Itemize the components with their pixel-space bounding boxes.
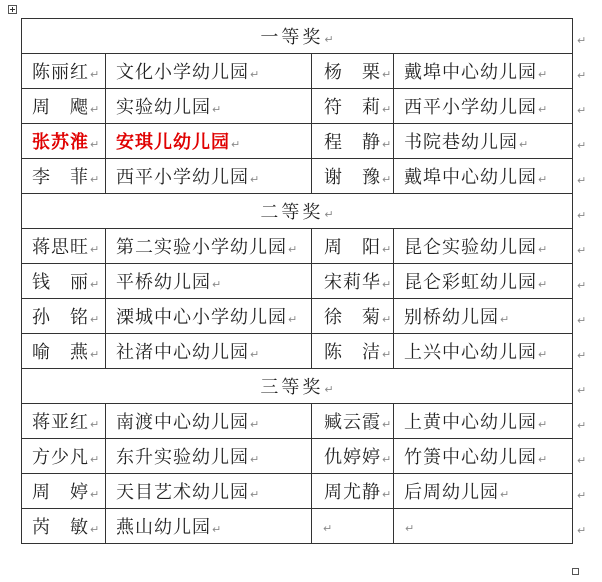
school-name-cell <box>394 299 573 334</box>
paragraph-mark: ↵ <box>90 68 100 81</box>
winner-name-cell <box>312 404 394 439</box>
winner-name-cell <box>22 264 106 299</box>
winner-name-cell <box>22 159 106 194</box>
school-name-cell <box>394 474 573 509</box>
paragraph-mark: ↵ <box>250 68 260 81</box>
table-row <box>22 124 573 159</box>
table-row <box>22 264 573 299</box>
school-name: 实验幼儿园 <box>116 97 211 118</box>
winner-name: 喻 燕 <box>32 342 89 363</box>
winner-name-cell <box>312 89 394 124</box>
winner-name-cell <box>312 334 394 369</box>
paragraph-mark: ↵ <box>90 278 100 291</box>
school-name: 燕山幼儿园 <box>116 517 211 538</box>
section-header-row <box>22 19 573 54</box>
winner-name-cell <box>312 474 394 509</box>
table-move-handle[interactable] <box>8 5 17 14</box>
winner-name-cell <box>22 404 106 439</box>
paragraph-mark: ↵ <box>519 138 529 151</box>
paragraph-mark: ↵ <box>212 103 222 116</box>
table-row <box>22 89 573 124</box>
row-end-mark: ↵ <box>577 139 587 152</box>
winner-name-cell <box>22 439 106 474</box>
school-name: 天目艺术幼儿园 <box>116 482 249 503</box>
winner-name: 陈丽红 <box>32 62 89 83</box>
section-title-text: 二等奖 <box>260 202 324 223</box>
school-name-cell <box>394 264 573 299</box>
winner-name-cell <box>22 299 106 334</box>
school-name: 平桥幼儿园 <box>116 272 211 293</box>
table-row <box>22 54 573 89</box>
school-name-cell <box>106 264 312 299</box>
school-name: 第二实验小学幼儿园 <box>116 237 287 258</box>
section-title <box>22 19 573 54</box>
school-name-cell <box>106 124 312 159</box>
paragraph-mark: ↵ <box>382 348 392 361</box>
paragraph-mark: ↵ <box>90 103 100 116</box>
paragraph-mark: ↵ <box>90 243 100 256</box>
section-title-text: 一等奖 <box>260 27 324 48</box>
school-name: 昆仑彩虹幼儿园 <box>404 272 537 293</box>
winner-name-cell <box>312 439 394 474</box>
paragraph-mark: ↵ <box>382 488 392 501</box>
school-name: 后周幼儿园 <box>404 482 499 503</box>
school-name: 书院巷幼儿园 <box>404 132 518 153</box>
winner-name: 周 飔 <box>32 97 89 118</box>
school-name-cell <box>106 509 312 544</box>
school-name-cell <box>106 299 312 334</box>
winner-name-cell <box>312 509 394 544</box>
winner-name-cell <box>312 264 394 299</box>
paragraph-mark: ↵ <box>288 313 298 326</box>
row-end-mark: ↵ <box>577 209 587 222</box>
winner-name: 钱 丽 <box>32 272 89 293</box>
school-name: 东升实验幼儿园 <box>116 447 249 468</box>
paragraph-mark: ↵ <box>382 278 392 291</box>
winner-name-cell <box>312 159 394 194</box>
paragraph-mark: ↵ <box>250 348 260 361</box>
section-title-text: 三等奖 <box>260 377 324 398</box>
section-title <box>22 369 573 404</box>
paragraph-mark: ↵ <box>382 103 392 116</box>
row-end-mark: ↵ <box>577 384 587 397</box>
row-end-mark: ↵ <box>577 279 587 292</box>
school-name: 戴埠中心幼儿园 <box>404 62 537 83</box>
school-name: 南渡中心幼儿园 <box>116 412 249 433</box>
table-row <box>22 299 573 334</box>
paragraph-mark: ↵ <box>382 68 392 81</box>
paragraph-mark: ↵ <box>538 103 548 116</box>
school-name-cell <box>394 404 573 439</box>
paragraph-mark: ↵ <box>212 523 222 536</box>
paragraph-mark: ↵ <box>382 453 392 466</box>
row-end-mark: ↵ <box>577 104 587 117</box>
paragraph-mark: ↵ <box>90 313 100 326</box>
paragraph-mark: ↵ <box>90 488 100 501</box>
paragraph-mark: ↵ <box>90 453 100 466</box>
row-end-mark: ↵ <box>577 314 587 327</box>
paragraph-mark: ↵ <box>90 348 100 361</box>
paragraph-mark: ↵ <box>324 208 334 221</box>
paragraph-mark: ↵ <box>90 523 100 536</box>
winner-name-cell <box>312 299 394 334</box>
paragraph-mark: ↵ <box>538 453 548 466</box>
school-name: 上兴中心幼儿园 <box>404 342 537 363</box>
winner-name-cell <box>312 229 394 264</box>
winner-name: 宋莉华 <box>324 272 381 293</box>
winner-name-cell <box>22 229 106 264</box>
school-name-cell <box>106 159 312 194</box>
school-name: 社渚中心幼儿园 <box>116 342 249 363</box>
section-title <box>22 194 573 229</box>
winner-name: 蒋亚红 <box>32 412 89 433</box>
school-name-cell <box>394 509 573 544</box>
winner-name: 程 静 <box>324 132 381 153</box>
row-end-mark: ↵ <box>577 489 587 502</box>
awards-table-body <box>22 19 573 544</box>
paragraph-mark: ↵ <box>323 521 333 535</box>
school-name-cell <box>394 124 573 159</box>
table-row <box>22 229 573 264</box>
school-name-cell <box>106 404 312 439</box>
school-name-cell <box>106 54 312 89</box>
paragraph-mark: ↵ <box>500 313 510 326</box>
row-end-mark: ↵ <box>577 454 587 467</box>
winner-name: 芮 敏 <box>32 517 89 538</box>
school-name: 西平小学幼儿园 <box>404 97 537 118</box>
school-name-cell <box>394 334 573 369</box>
row-end-mark: ↵ <box>577 244 587 257</box>
table-row <box>22 404 573 439</box>
school-name-cell <box>394 159 573 194</box>
winner-name: 徐 菊 <box>324 307 381 328</box>
school-name: 文化小学幼儿园 <box>116 62 249 83</box>
winner-name-cell <box>22 334 106 369</box>
school-name-cell <box>394 229 573 264</box>
paragraph-mark: ↵ <box>90 418 100 431</box>
winner-name: 李 菲 <box>32 167 89 188</box>
school-name: 西平小学幼儿园 <box>116 167 249 188</box>
paragraph-mark: ↵ <box>250 488 260 501</box>
school-name-cell <box>394 54 573 89</box>
paragraph-mark: ↵ <box>538 418 548 431</box>
paragraph-mark: ↵ <box>382 418 392 431</box>
paragraph-mark: ↵ <box>212 278 222 291</box>
paragraph-mark: ↵ <box>90 138 100 151</box>
school-name: 上黄中心幼儿园 <box>404 412 537 433</box>
table-row <box>22 439 573 474</box>
paragraph-mark: ↵ <box>538 243 548 256</box>
paragraph-mark: ↵ <box>382 243 392 256</box>
table-row <box>22 509 573 544</box>
paragraph-mark: ↵ <box>231 138 241 151</box>
winner-name: 孙 铭 <box>32 307 89 328</box>
paragraph-mark: ↵ <box>500 488 510 501</box>
paragraph-mark: ↵ <box>538 68 548 81</box>
paragraph-mark: ↵ <box>90 173 100 186</box>
paragraph-mark: ↵ <box>405 521 415 535</box>
winner-name-cell <box>22 54 106 89</box>
winner-name: 周 阳 <box>324 237 381 258</box>
row-end-mark: ↵ <box>577 524 587 537</box>
winner-name: 周尤静 <box>324 482 381 503</box>
winner-name: 蒋思旺 <box>32 237 89 258</box>
paragraph-mark: ↵ <box>288 243 298 256</box>
paragraph-mark: ↵ <box>538 278 548 291</box>
winner-name: 谢 豫 <box>324 167 381 188</box>
school-name: 戴埠中心幼儿园 <box>404 167 537 188</box>
paragraph-mark: ↵ <box>382 173 392 186</box>
winner-name: 方少凡 <box>32 447 89 468</box>
school-name: 昆仑实验幼儿园 <box>404 237 537 258</box>
winner-name: 周 婷 <box>32 482 89 503</box>
school-name: 竹箦中心幼儿园 <box>404 447 537 468</box>
paragraph-mark: ↵ <box>538 173 548 186</box>
section-header-row <box>22 194 573 229</box>
table-row <box>22 334 573 369</box>
school-name-cell <box>106 474 312 509</box>
paragraph-mark: ↵ <box>382 138 392 151</box>
row-end-mark: ↵ <box>577 69 587 82</box>
winner-name: 符 莉 <box>324 97 381 118</box>
winner-name-cell <box>22 474 106 509</box>
school-name: 溧城中心小学幼儿园 <box>116 307 287 328</box>
winner-name: 杨 栗 <box>324 62 381 83</box>
paragraph-mark: ↵ <box>538 348 548 361</box>
table-row <box>22 159 573 194</box>
winner-name-cell <box>22 124 106 159</box>
school-name-cell <box>394 439 573 474</box>
winner-name: 仇婷婷 <box>324 447 381 468</box>
section-header-row <box>22 369 573 404</box>
row-end-mark: ↵ <box>577 174 587 187</box>
school-name-cell <box>106 229 312 264</box>
table-resize-handle[interactable] <box>572 568 579 575</box>
paragraph-mark: ↵ <box>324 383 334 396</box>
school-name-cell <box>394 89 573 124</box>
row-end-mark: ↵ <box>577 34 587 47</box>
school-name-cell <box>106 439 312 474</box>
winner-name: 陈 洁 <box>324 342 381 363</box>
winner-name: 臧云霞 <box>324 412 381 433</box>
row-end-mark: ↵ <box>577 349 587 362</box>
row-end-mark: ↵ <box>577 419 587 432</box>
school-name-cell <box>106 334 312 369</box>
winner-name-cell <box>312 124 394 159</box>
awards-table <box>21 18 573 544</box>
winner-name-cell <box>22 509 106 544</box>
paragraph-mark: ↵ <box>250 453 260 466</box>
paragraph-mark: ↵ <box>250 173 260 186</box>
winner-name-cell <box>312 54 394 89</box>
school-name: 安琪儿幼儿园 <box>116 132 230 153</box>
paragraph-mark: ↵ <box>250 418 260 431</box>
paragraph-mark: ↵ <box>382 313 392 326</box>
paragraph-mark: ↵ <box>324 33 334 46</box>
winner-name: 张苏淮 <box>32 132 89 153</box>
school-name-cell <box>106 89 312 124</box>
table-row <box>22 474 573 509</box>
winner-name-cell <box>22 89 106 124</box>
school-name: 别桥幼儿园 <box>404 307 499 328</box>
